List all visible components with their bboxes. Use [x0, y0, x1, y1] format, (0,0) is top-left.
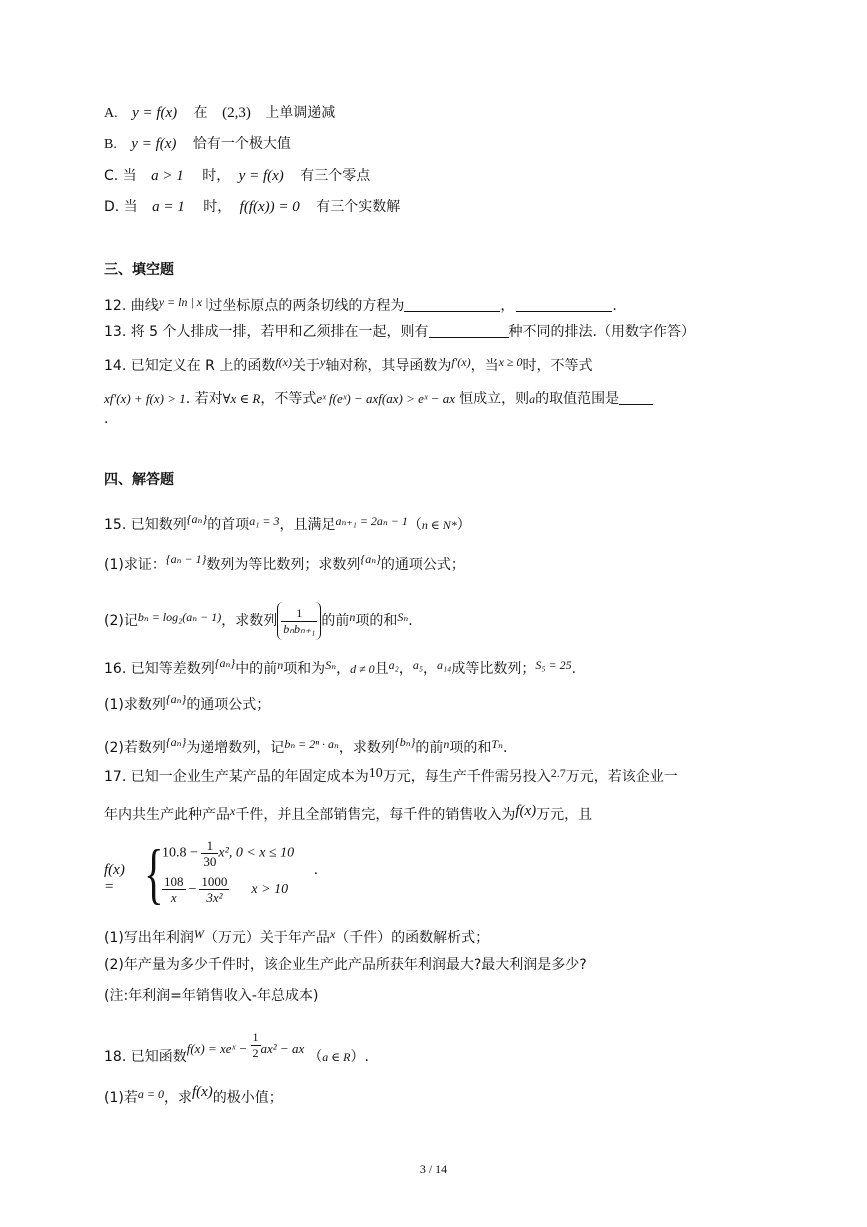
math: {aₙ}: [165, 692, 187, 706]
math: a₁ = 3: [249, 514, 280, 528]
math: y = f(x): [238, 168, 284, 184]
text: 的前: [321, 613, 350, 629]
math: {aₙ}: [186, 512, 208, 526]
text: .: [612, 298, 617, 314]
text: (2)记: [104, 613, 138, 629]
math: 10: [368, 766, 383, 781]
option-b: [104, 135, 291, 154]
math: W: [193, 927, 204, 941]
text: 有三个实数解: [316, 199, 401, 215]
fraction-set: [277, 602, 321, 640]
math: n: [443, 737, 450, 751]
question-13: [104, 323, 695, 341]
math: {aₙ}: [214, 656, 236, 670]
section-title: 三、填空题: [104, 262, 174, 278]
math: 2.7: [550, 766, 566, 780]
text: 恰有一个极大值: [192, 136, 291, 152]
math: x: [329, 927, 336, 941]
fraction: $\frac{108}{x}$: [164, 874, 184, 905]
math: f(x) = xeˣ −: [186, 1041, 251, 1056]
text: ，求数列: [338, 740, 395, 756]
text: 12. 曲线: [104, 298, 159, 314]
section-title: 四、解答题: [104, 472, 174, 488]
question-17-note: (注:年利润=年销售收入-年总成本): [104, 988, 319, 1004]
text: （: [308, 1049, 323, 1065]
question-16-part-1: [104, 690, 270, 714]
text: 的取值范围是: [535, 391, 620, 407]
fraction: $\frac{1}{30}$: [203, 838, 217, 869]
question-18-part-1: [104, 1083, 283, 1107]
question-17-part-1: [104, 925, 489, 947]
text: 的极小值；: [212, 1090, 283, 1106]
question-17-line-1: [104, 764, 678, 786]
math: f(x) =: [104, 862, 125, 895]
text: 14. 已知定义在 R 上的函数: [104, 358, 276, 374]
text: 恒成立，则: [459, 391, 530, 407]
math: a = 1: [152, 199, 185, 215]
text: 18. 已知函数: [104, 1049, 187, 1065]
question-15-part-1: [104, 550, 465, 574]
option-letter: A.: [104, 106, 118, 121]
answer-blank[interactable]: [516, 297, 612, 312]
text: 且: [374, 661, 389, 677]
option-letter: C. 当: [104, 168, 137, 184]
text: 万元，若该企业一: [565, 769, 678, 785]
text: 项和为: [283, 661, 326, 677]
case-2: $\frac{108}{x}$ − $\frac{1000}{\text{3x²}}$ x > 10: [164, 874, 289, 905]
math: x ≥ 0: [498, 355, 523, 369]
question-14-end: .: [104, 411, 109, 427]
question-16: [104, 654, 576, 678]
text: .: [314, 862, 318, 878]
text: 时，: [203, 199, 232, 215]
text: （万元）关于年产品: [203, 930, 330, 946]
text: （千件）的函数解析式；: [335, 930, 490, 946]
math: y = f(x): [131, 136, 177, 152]
option-a: [104, 104, 335, 123]
math: Sₙ: [325, 658, 337, 672]
math: n: [277, 658, 284, 672]
question-12: [104, 293, 617, 315]
math: Sₙ: [397, 610, 409, 624]
text: 年内共生产此种产品: [104, 807, 230, 823]
text: 的首项: [207, 517, 250, 533]
math: bₙ = 2ⁿ · aₙ: [284, 737, 339, 751]
math: a > 1: [151, 168, 184, 184]
fraction: $\frac{1}{\text{bₙbₙ₊₁}}$: [283, 605, 316, 636]
text: ，当: [470, 358, 499, 374]
math: d ≠ 0: [350, 662, 375, 676]
math: f(x): [515, 803, 537, 819]
question-15-part-2: [104, 598, 413, 638]
math: {aₙ − 1}: [165, 552, 207, 566]
math: y: [320, 355, 326, 369]
text: 万元，且: [536, 807, 593, 823]
text: 项的和: [355, 613, 398, 629]
fraction: $\frac{1}{2}$: [252, 1030, 259, 1060]
math: n: [349, 610, 356, 624]
math: (2,3): [222, 105, 251, 121]
text: ，: [423, 661, 437, 677]
math: y = ln | x |: [158, 295, 209, 309]
math: eˣ f(eˣ) − axf(ax) > eˣ − ax: [316, 391, 456, 406]
math: f′(x): [451, 355, 471, 369]
text: ，: [398, 661, 413, 677]
text: （: [407, 517, 422, 533]
math: ∀x ∈ R: [222, 391, 261, 406]
text: .: [408, 613, 413, 629]
text: ，且满足: [279, 517, 336, 533]
text: 的前: [415, 740, 444, 756]
math: {bₙ}: [394, 735, 416, 749]
question-15: [104, 510, 471, 534]
text: 16. 已知等差数列: [104, 661, 215, 677]
left-brace: {: [144, 835, 164, 911]
text: 中的前: [235, 661, 278, 677]
text: 17. 已知一企业生产某产品的年固定成本为: [104, 769, 369, 785]
text: 数列为等比数列；求数列: [206, 557, 361, 573]
text: 过坐标原点的两条切线的方程为: [208, 298, 405, 314]
option-c: [104, 167, 370, 185]
text: 时，不等式: [522, 358, 593, 374]
text: 成等比数列；: [451, 661, 536, 677]
answer-blank[interactable]: [429, 323, 509, 338]
text: 在: [193, 105, 208, 121]
text: 为递增数列，记: [186, 740, 285, 756]
text: 的通项公式；: [186, 697, 271, 713]
text: ，不等式: [260, 391, 317, 407]
math: a ∈ R: [322, 1050, 351, 1064]
text: . 若对: [185, 391, 223, 407]
text: 13. 将 5 个人排成一排，若甲和乙须排在一起，则有: [104, 324, 429, 340]
question-16-part-2: [104, 733, 507, 757]
math: S₅ = 25: [535, 658, 572, 672]
text: ）.: [350, 1049, 369, 1065]
text: ）: [456, 517, 471, 533]
text: ，求数列: [221, 613, 278, 629]
text: 轴对称，其导函数为: [325, 358, 452, 374]
math: a₁₄: [437, 658, 452, 672]
text: 15. 已知数列: [104, 517, 187, 533]
text: 的通项公式；: [380, 557, 465, 573]
answer-blank[interactable]: [619, 390, 653, 405]
math: y = f(x): [132, 105, 178, 121]
text: 万元，每生产千件需另投入: [382, 769, 551, 785]
option-letter: B.: [104, 137, 117, 152]
math: f(x): [191, 1084, 213, 1100]
math: a: [529, 392, 536, 406]
math: {aₙ}: [165, 735, 187, 749]
text: (1)求数列: [104, 697, 166, 713]
math: aₙ₊₁ = 2aₙ − 1: [335, 514, 408, 528]
math: {aₙ}: [360, 552, 381, 566]
math: f(f(x)) = 0: [239, 199, 300, 215]
text: ，: [336, 661, 351, 677]
math: xf′(x) + f(x) > 1: [104, 391, 186, 406]
text: (1)若: [104, 1090, 138, 1106]
text: 上单调递减: [265, 105, 336, 121]
math: f(x): [275, 355, 292, 369]
math: a₅: [412, 658, 423, 672]
text: .: [502, 740, 508, 756]
question-17-part-2: (2)年产量为多少千件时，该企业生产此产品所获年利润最大?最大利润是多少?: [104, 957, 587, 973]
question-18: [104, 1030, 369, 1068]
fraction: $\frac{1000}{\text{3x²}}$: [201, 874, 228, 905]
case-1: 10.8 − $\frac{1}{30}$ x², 0 < x ≤ 10: [162, 838, 295, 869]
math: a = 0: [137, 1087, 164, 1101]
text: 千件，并且全部销售完，每千件的销售收入为: [235, 807, 516, 823]
question-14-line-1: [104, 353, 593, 375]
text: 时，: [202, 168, 231, 184]
question-14-line-2: [104, 390, 653, 408]
math: Tₙ: [491, 737, 503, 751]
text: (1)求证：: [104, 557, 166, 573]
text: 项的和: [449, 740, 492, 756]
answer-blank[interactable]: [404, 297, 500, 312]
text: 关于: [292, 358, 320, 374]
math: bₙ = log₂(aₙ − 1): [137, 610, 222, 624]
option-d: [104, 198, 400, 216]
math: n ∈ N*: [421, 518, 457, 532]
question-17-line-2: [104, 802, 592, 824]
text: (1)写出年利润: [104, 930, 194, 946]
text: ，求: [163, 1090, 192, 1106]
text: ，: [500, 298, 515, 314]
math: ax² − ax: [260, 1041, 305, 1056]
math: a₂: [388, 658, 399, 672]
text: (2)若数列: [104, 740, 166, 756]
option-letter: D. 当: [104, 199, 138, 215]
page-number: 3 / 14: [419, 1162, 448, 1176]
math: x: [230, 804, 236, 818]
text: .: [571, 661, 577, 677]
text: 有三个零点: [300, 168, 371, 184]
text: 种不同的排法.（用数字作答）: [508, 324, 695, 340]
